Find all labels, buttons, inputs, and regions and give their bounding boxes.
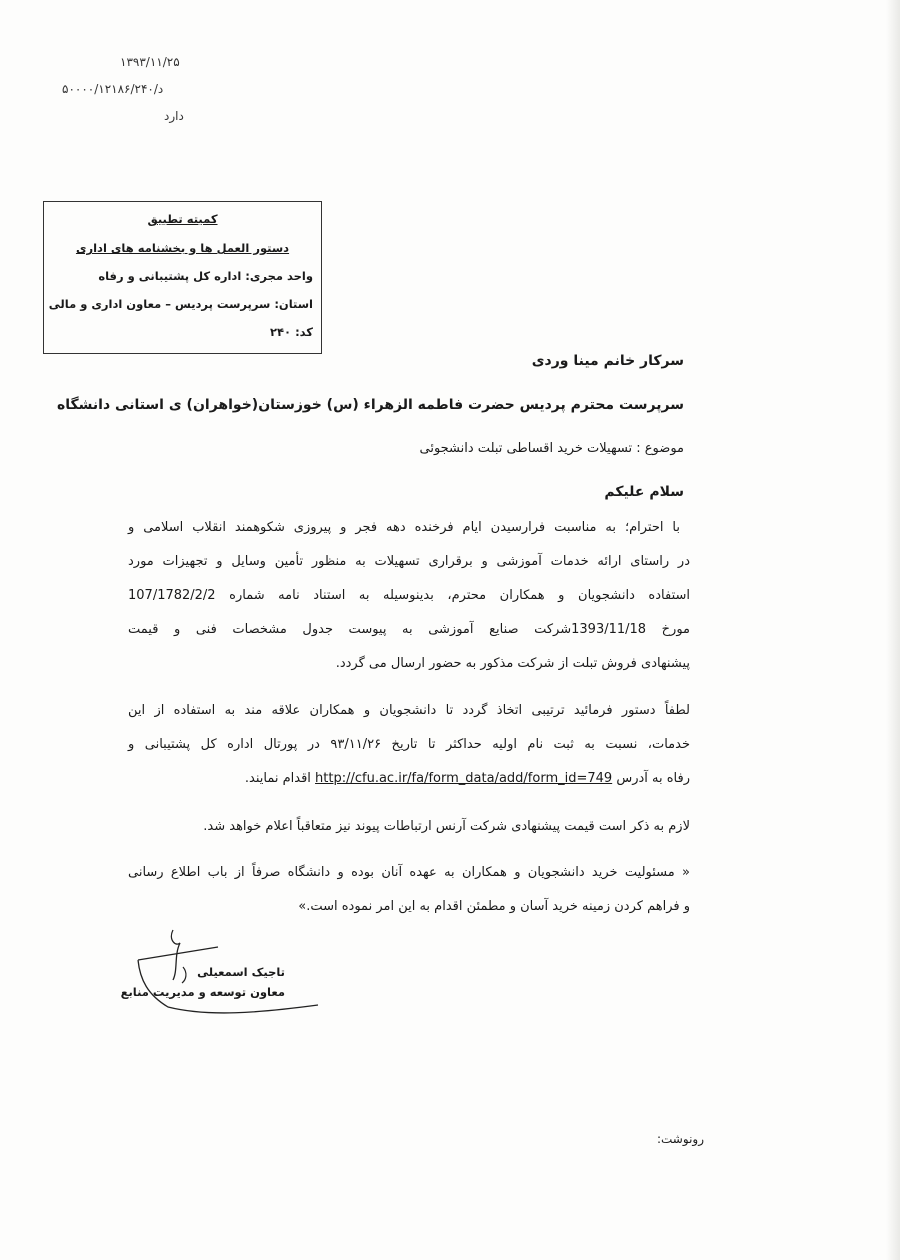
form-link[interactable]: http://cfu.ac.ir/fa/form_data/add/form_id=749: [315, 771, 613, 786]
body-line: خدمات، نسبت به ثبت نام اولیه حداکثر تا تاریخ ۹۳/۱۱/۲۶ در پورتال اداره کل پشتیبانی و: [128, 737, 691, 752]
body-line: مورخ 1393/11/18شرکت صنایع آموزشی به پیوست جدول مشخصات فنی و قیمت: [128, 622, 691, 637]
body-line-with-link: [128, 771, 690, 786]
body-line: « مسئولیت خرید دانشجویان و همکاران به عهده آنان بوده و دانشگاه صرفاً از باب اطلاع رسانی: [128, 865, 690, 880]
stamp-province: استان: سرپرست پردیس – معاون اداری و مالی: [48, 297, 313, 311]
addressee-name: سرکار خانم مینا وردی: [531, 353, 684, 369]
body-line: استفاده دانشجویان و همکاران محترم، بدینوسیله به استناد نامه شماره 107/1782/2/2: [128, 588, 690, 603]
stamp-unit: واحد مجری: اداره کل پشتیبانی و رفاه: [98, 269, 313, 283]
greeting: سلام علیکم: [604, 484, 684, 500]
body-line: پیشنهادی فروش تبلت از شرکت مذکور به حضور ارسال می گردد.: [335, 656, 690, 671]
body-line: لازم به ذکر است قیمت پیشنهادی شرکت آرنس ارتباطات پیوند نیز متعاقباً اعلام خواهد شد.: [203, 819, 690, 834]
signatory-title: معاون توسعه و مدیریت منابع: [120, 985, 285, 999]
link-suffix: اقدام نمایند.: [244, 771, 311, 786]
subject-line: موضوع : تسهیلات خرید اقساطی تبلت دانشجوئی: [419, 441, 684, 456]
stamp-subtitle: دستور العمل ها و بخشنامه های اداری: [75, 241, 290, 255]
body-line: در راستای ارائه خدمات آموزشی و برقراری تسهیلات به منظور تأمین وسایل و تجهیزات مورد: [128, 554, 690, 569]
stamp-code: کد: ۲۴۰: [270, 325, 313, 339]
addressee-position: سرپرست محترم پردیس حضرت فاطمه الزهراء (س) خوزستان(خواهران) ی استانی دانشگاه: [57, 397, 684, 413]
link-prefix: رفاه به آدرس: [616, 771, 690, 786]
body-line: و فراهم کردن زمینه خرید آسان و مطمئن اقدام به این امر نموده است.»: [298, 899, 690, 914]
stamp-title: کمیته تطبیق: [147, 212, 218, 226]
signature-block: [120, 962, 285, 1002]
letter-attachment: دارد: [164, 109, 184, 123]
body-line: با احترام؛ به مناسبت فرارسیدن ایام فرخنده دهه فجر و پیروزی شکوهمند انقلاب اسلامی و: [128, 520, 680, 535]
scan-edge: [886, 0, 900, 1260]
letter-date: ۱۳۹۳/۱۱/۲۵: [120, 55, 180, 69]
signatory-name: تاجیک اسمعیلی: [197, 965, 285, 979]
cc-label: رونوشت:: [656, 1132, 704, 1146]
stamp-box: [43, 201, 322, 354]
body-line: لطفاً دستور فرمائید ترتیبی اتخاذ گردد تا دانشجویان و همکاران علاقه مند به استفاده از این: [128, 703, 690, 718]
letter-number: د/۵۰۰۰۰/۱۲۱۸۶/۲۴۰: [62, 82, 164, 96]
